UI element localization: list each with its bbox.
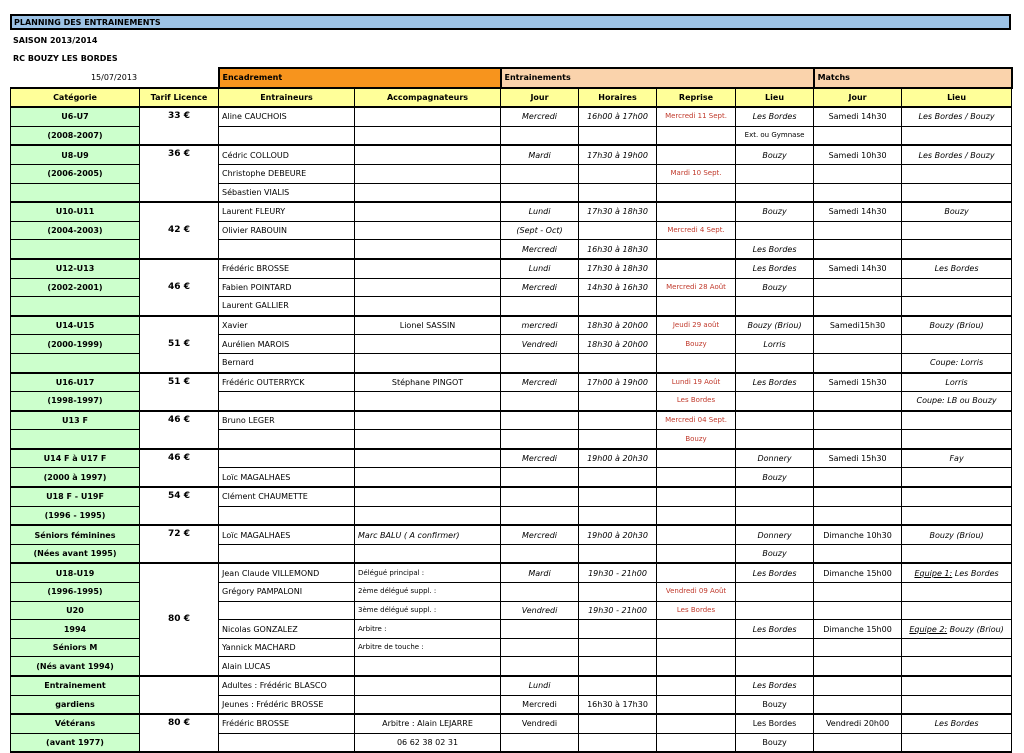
category-cell: (Nés avant 1994): [11, 657, 140, 676]
club-name: RC BOUZY LES BORDES: [13, 54, 118, 63]
place-cell: Bouzy: [736, 278, 814, 297]
category-cell: Séniors féminines: [11, 525, 140, 544]
coach-cell: Jeunes : Frédéric BROSSE: [219, 695, 355, 714]
category-cell: (2000 à 1997): [11, 468, 140, 487]
restart-cell: Mardi 10 Sept.: [657, 164, 736, 183]
hours-cell: 18h30 à 20h00: [579, 316, 657, 335]
assistant-cell: Stéphane PINGOT: [355, 373, 501, 392]
coach-cell: Aurélien MAROIS: [219, 335, 355, 354]
category-cell: 1994: [11, 620, 140, 639]
day-cell: mercredi: [501, 316, 579, 335]
place-cell: Donnery: [736, 525, 814, 544]
category-cell: U6-U7: [11, 107, 140, 126]
category-cell: Entrainement: [11, 676, 140, 695]
match-place-cell: Equipe 1: Les Bordes: [902, 563, 1012, 582]
group-matchs: Matchs: [814, 68, 1012, 88]
match-place-cell: Coupe: Lorris: [902, 353, 1012, 372]
match-day-cell: Samedi 10h30: [814, 145, 902, 164]
day-cell: Mercredi: [501, 449, 579, 468]
category-cell: (2000-1999): [11, 335, 140, 354]
day-cell: Mercredi: [501, 525, 579, 544]
match-place-cell: Les Bordes / Bouzy: [902, 107, 1012, 126]
table-row: [11, 107, 1012, 126]
coach-cell: Loïc MAGALHAES: [219, 525, 355, 544]
restart-cell: Mercredi 11 Sept.: [657, 107, 736, 126]
match-place-cell: Fay: [902, 449, 1012, 468]
day-cell: Mardi: [501, 145, 579, 164]
place-cell: Les Bordes: [736, 676, 814, 695]
assistant-cell: Délégué principal :: [355, 563, 501, 582]
tarif-cell: 46 €: [140, 411, 219, 449]
place-cell: Bouzy: [736, 202, 814, 221]
coach-cell: Grégory PAMPALONI: [219, 583, 355, 602]
place-cell: Les Bordes: [736, 714, 814, 733]
day-cell: Mercredi: [501, 373, 579, 392]
tarif-cell: 42 €: [140, 202, 219, 259]
category-cell: (1996-1995): [11, 583, 140, 602]
category-cell: Vétérans: [11, 714, 140, 733]
table-row: [11, 676, 1012, 695]
place-cell: Bouzy: [736, 145, 814, 164]
place-cell: Bouzy: [736, 695, 814, 714]
day-cell: Lundi: [501, 676, 579, 695]
assistant-cell: 06 62 38 02 31: [355, 733, 501, 752]
col-tarif: Tarif Licence: [140, 88, 219, 108]
training-schedule-table: [10, 67, 1013, 753]
col-categorie: Catégorie: [11, 88, 140, 108]
coach-cell: Clément CHAUMETTE: [219, 487, 355, 506]
restart-cell: Les Bordes: [657, 392, 736, 411]
coach-cell: Cédric COLLOUD: [219, 145, 355, 164]
day-cell: Vendredi: [501, 601, 579, 620]
col-reprise: Reprise: [657, 88, 736, 108]
match-place-cell: Bouzy: [902, 202, 1012, 221]
col-entraineurs: Entraineurs: [219, 88, 355, 108]
place-cell: Les Bordes: [736, 620, 814, 639]
place-cell: Ext. ou Gymnase: [736, 126, 814, 145]
match-place-cell: Les Bordes / Bouzy: [902, 145, 1012, 164]
coach-cell: Frédéric BROSSE: [219, 714, 355, 733]
coach-cell: Frédéric OUTERRYCK: [219, 373, 355, 392]
match-day-cell: Dimanche 15h00: [814, 563, 902, 582]
table-row: [11, 563, 1012, 582]
table-row: [11, 714, 1012, 733]
day-cell: Mardi: [501, 563, 579, 582]
tarif-cell: 80 €: [140, 714, 219, 752]
col-jour: Jour: [501, 88, 579, 108]
season-label: SAISON 2013/2014: [13, 36, 98, 45]
category-cell: (2004-2003): [11, 221, 140, 240]
match-day-cell: Samedi 14h30: [814, 202, 902, 221]
team-2-label: Equipe 2:: [909, 624, 948, 634]
match-place-cell: Bouzy (Briou): [902, 525, 1012, 544]
hours-cell: 16h30 à 17h30: [579, 695, 657, 714]
day-cell: (Sept - Oct): [501, 221, 579, 240]
place-cell: Les Bordes: [736, 563, 814, 582]
match-place-cell: Coupe: LB ou Bouzy: [902, 392, 1012, 411]
category-cell: (avant 1977): [11, 733, 140, 752]
place-cell: Bouzy: [736, 544, 814, 563]
coach-cell: Bruno LEGER: [219, 411, 355, 430]
category-cell: (2008-2007): [11, 126, 140, 145]
place-cell: Les Bordes: [736, 107, 814, 126]
assistant-cell: Lionel SASSIN: [355, 316, 501, 335]
day-cell: Mercredi: [501, 107, 579, 126]
match-day-cell: Samedi 14h30: [814, 259, 902, 278]
category-cell: U18 F - U19F: [11, 487, 140, 506]
group-entrainements: Entrainements: [501, 68, 814, 88]
category-cell: U8-U9: [11, 145, 140, 164]
place-cell: Bouzy: [736, 733, 814, 752]
assistant-cell: Arbitre de touche :: [355, 638, 501, 657]
match-day-cell: Samedi 15h30: [814, 449, 902, 468]
coach-cell: Bernard: [219, 353, 355, 372]
hours-cell: 19h00 à 20h30: [579, 449, 657, 468]
table-row: [11, 145, 1012, 164]
restart-cell: Mercredi 28 Août: [657, 278, 736, 297]
coach-cell: Fabien POINTARD: [219, 278, 355, 297]
col-match-jour: Jour: [814, 88, 902, 108]
coach-cell: Yannick MACHARD: [219, 638, 355, 657]
day-cell: Vendredi: [501, 714, 579, 733]
assistant-cell: Arbitre : Alain LEJARRE: [355, 714, 501, 733]
category-cell: (2002-2001): [11, 278, 140, 297]
col-accompagnateurs: Accompagnateurs: [355, 88, 501, 108]
hours-cell: 19h00 à 20h30: [579, 525, 657, 544]
hours-cell: 16h30 à 18h30: [579, 240, 657, 259]
coach-cell: [219, 126, 355, 145]
coach-cell: Adultes : Frédéric BLASCO: [219, 676, 355, 695]
page-title: PLANNING DES ENTRAINEMENTS: [10, 14, 1011, 30]
day-cell: Mercredi: [501, 240, 579, 259]
coach-cell: Alain LUCAS: [219, 657, 355, 676]
table-row: [11, 449, 1012, 468]
category-cell: U20: [11, 601, 140, 620]
restart-cell: Les Bordes: [657, 601, 736, 620]
restart-cell: Bouzy: [657, 430, 736, 449]
category-cell: Séniors M: [11, 638, 140, 657]
category-cell: U14-U15: [11, 316, 140, 335]
hours-cell: 19h30 - 21h00: [579, 601, 657, 620]
restart-cell: Jeudi 29 août: [657, 316, 736, 335]
hours-cell: 17h30 à 19h00: [579, 145, 657, 164]
coach-cell: Laurent FLEURY: [219, 202, 355, 221]
team-1-label: Equipe 1:: [914, 568, 953, 578]
day-cell: Lundi: [501, 259, 579, 278]
assistant-cell: Marc BALU ( A confirmer): [355, 525, 501, 544]
hours-cell: 17h00 à 19h00: [579, 373, 657, 392]
category-cell: U14 F à U17 F: [11, 449, 140, 468]
category-cell: gardiens: [11, 695, 140, 714]
col-match-lieu: Lieu: [902, 88, 1012, 108]
category-cell: (Nées avant 1995): [11, 544, 140, 563]
tarif-cell: 72 €: [140, 525, 219, 563]
assistant-cell: [355, 107, 501, 126]
match-place-cell: Equipe 2: Bouzy (Briou): [902, 620, 1012, 639]
assistant-cell: Arbitre :: [355, 620, 501, 639]
day-cell: Mercredi: [501, 695, 579, 714]
match-day-cell: Samedi15h30: [814, 316, 902, 335]
coach-cell: Christophe DEBEURE: [219, 164, 355, 183]
tarif-cell: 33 €: [140, 107, 219, 145]
category-cell: (2006-2005): [11, 164, 140, 183]
coach-cell: Sébastien VIALIS: [219, 183, 355, 202]
column-header-row: [11, 88, 1012, 108]
coach-cell: Olivier RABOUIN: [219, 221, 355, 240]
category-cell: U13 F: [11, 411, 140, 430]
group-encadrement: Encadrement: [219, 68, 501, 88]
restart-cell: Lundi 19 Août: [657, 373, 736, 392]
hours-cell: 17h30 à 18h30: [579, 259, 657, 278]
match-day-cell: Samedi 14h30: [814, 107, 902, 126]
match-day-cell: Dimanche 10h30: [814, 525, 902, 544]
match-day-cell: Dimanche 15h00: [814, 620, 902, 639]
col-lieu: Lieu: [736, 88, 814, 108]
table-row: [11, 487, 1012, 506]
place-cell: Donnery: [736, 449, 814, 468]
category-cell: (1996 - 1995): [11, 506, 140, 525]
hours-cell: 19h30 - 21h00: [579, 563, 657, 582]
place-cell: Les Bordes: [736, 259, 814, 278]
day-cell: Mercredi: [501, 278, 579, 297]
restart-cell: Mercredi 04 Sept.: [657, 411, 736, 430]
place-cell: Les Bordes: [736, 240, 814, 259]
tarif-cell: 46 €: [140, 449, 219, 487]
category-cell: U18-U19: [11, 563, 140, 582]
hours-cell: 14h30 à 16h30: [579, 278, 657, 297]
col-horaires: Horaires: [579, 88, 657, 108]
table-row: [11, 411, 1012, 430]
coach-cell: Jean Claude VILLEMOND: [219, 563, 355, 582]
restart-cell: Bouzy: [657, 335, 736, 354]
day-cell: Vendredi: [501, 335, 579, 354]
coach-cell: Nicolas GONZALEZ: [219, 620, 355, 639]
category-cell: U10-U11: [11, 202, 140, 221]
day-cell: Lundi: [501, 202, 579, 221]
coach-cell: Aline CAUCHOIS: [219, 107, 355, 126]
category-cell: (1998-1997): [11, 392, 140, 411]
hours-cell: 17h30 à 18h30: [579, 202, 657, 221]
place-cell: Bouzy (Briou): [736, 316, 814, 335]
match-day-cell: Vendredi 20h00: [814, 714, 902, 733]
restart-cell: Vendredi 09 Août: [657, 583, 736, 602]
table-row: [11, 259, 1012, 278]
assistant-cell: 2ème délégué suppl. :: [355, 583, 501, 602]
table-row: [11, 316, 1012, 335]
coach-cell: Laurent GALLIER: [219, 297, 355, 316]
date-cell: 15/07/2013: [11, 68, 219, 88]
category-cell: U12-U13: [11, 259, 140, 278]
tarif-cell: 36 €: [140, 145, 219, 202]
table-row: [11, 202, 1012, 221]
tarif-cell: 80 €: [140, 563, 219, 676]
restart-cell: Mercredi 4 Sept.: [657, 221, 736, 240]
tarif-cell: 51 €: [140, 316, 219, 373]
hours-cell: 16h00 à 17h00: [579, 107, 657, 126]
place-cell: Les Bordes: [736, 373, 814, 392]
category-cell: U16-U17: [11, 373, 140, 392]
table-row: [11, 525, 1012, 544]
place-cell: Lorris: [736, 335, 814, 354]
match-place-cell: Bouzy (Briou): [902, 316, 1012, 335]
tarif-cell: 46 €: [140, 259, 219, 316]
group-header-row: [11, 68, 1012, 88]
coach-cell: Loïc MAGALHAES: [219, 468, 355, 487]
match-place-cell: Les Bordes: [902, 714, 1012, 733]
match-day-cell: Samedi 15h30: [814, 373, 902, 392]
place-cell: Bouzy: [736, 468, 814, 487]
table-row: [11, 373, 1012, 392]
coach-cell: Xavier: [219, 316, 355, 335]
match-place-cell: Lorris: [902, 373, 1012, 392]
tarif-cell: 54 €: [140, 487, 219, 525]
hours-cell: 18h30 à 20h00: [579, 335, 657, 354]
assistant-cell: 3ème délégué suppl. :: [355, 601, 501, 620]
match-place-cell: Les Bordes: [902, 259, 1012, 278]
tarif-cell: 51 €: [140, 373, 219, 411]
coach-cell: Frédéric BROSSE: [219, 259, 355, 278]
